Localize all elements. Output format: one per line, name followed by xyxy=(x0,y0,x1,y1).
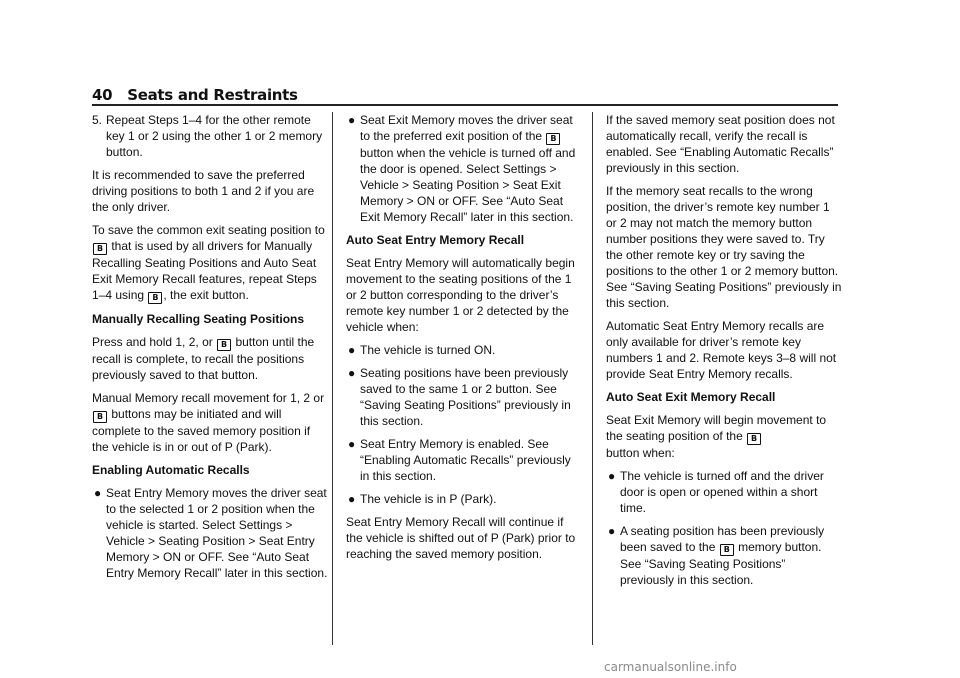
text-fragment: Seat Exit Memory will begin movement to the seating position of the xyxy=(606,413,827,443)
text-fragment: , the exit button. xyxy=(163,288,249,302)
paragraph-only-keys: Automatic Seat Entry Memory recalls are only available for driver’s remote key numbers 1 and 2. Remote keys 3–8 will not provide Seat Entry Memory recalls. xyxy=(606,319,837,381)
exit-memory-button-icon xyxy=(217,339,231,351)
column-2 xyxy=(346,112,582,569)
bullet-item xyxy=(606,468,842,516)
bullet-icon: ● xyxy=(348,366,356,380)
bullet-item xyxy=(346,112,582,225)
bullet-icon: ● xyxy=(608,524,616,538)
paragraph-auto-exit xyxy=(606,412,842,461)
bullet-text: memory button. See “Saving Seating Positions” previously in this section. xyxy=(620,540,822,587)
text-fragment: Press and hold 1, 2, or xyxy=(92,335,213,349)
bullet-icon: ● xyxy=(94,486,102,500)
paragraph-manual-memory xyxy=(92,390,328,455)
exit-memory-button-icon xyxy=(747,433,761,445)
exit-memory-button-icon xyxy=(148,292,162,304)
bullet-text: Seat Exit Memory moves the driver seat to the preferred exit position of the xyxy=(360,113,573,143)
bullet-item xyxy=(346,365,582,429)
bullet-icon: ● xyxy=(348,343,356,357)
paragraph-not-recall: If the saved memory seat position does not automatically recall, verify the recall is enabled. See “Enabling Automatic Recalls” previously in this section. xyxy=(606,113,835,175)
bullet-item xyxy=(92,485,328,581)
bullet-text: Seat Entry Memory is enabled. See “Enabling Automatic Recalls” previously in this section. xyxy=(360,437,571,483)
column-1 xyxy=(92,112,328,588)
bullet-text: button when the vehicle is turned off and the door is opened. Select Settings > Vehicle > Seating Position > Seat Exit Memory > ON or OFF. See “Auto Seat Exit Memory Recall” later in this section. xyxy=(360,146,576,224)
exit-memory-button-icon xyxy=(93,243,107,255)
heading-enabling-recalls: Enabling Automatic Recalls xyxy=(92,463,250,477)
step-number: 5. xyxy=(92,113,103,127)
paragraph-recommended: It is recommended to save the preferred driving positions to both 1 and 2 if you are the only driver. xyxy=(92,168,315,214)
bullet-icon: ● xyxy=(348,437,356,451)
heading-auto-exit: Auto Seat Exit Memory Recall xyxy=(606,390,776,404)
exit-memory-button-icon xyxy=(93,411,107,423)
text-fragment: To save the common exit seating position to xyxy=(92,223,325,237)
bullet-icon: ● xyxy=(348,113,356,127)
section-title: Seats and Restraints xyxy=(127,86,298,104)
text-fragment: button until the recall is complete, to recall the positions previously saved to that button. xyxy=(92,335,315,382)
bullet-text: Seat Entry Memory moves the driver seat to the selected 1 or 2 position when the vehicle is started. Select Settings > Vehicle > Seating Position > Seat Entry Memory > ON or OFF. See “Auto Seat Entry Memory Recall” later in this section. xyxy=(106,486,328,580)
bullet-icon: ● xyxy=(608,469,616,483)
bullet-text: The vehicle is turned ON. xyxy=(360,343,496,357)
heading-auto-entry: Auto Seat Entry Memory Recall xyxy=(346,233,525,247)
paragraph-auto-entry: Seat Entry Memory will automatically begin movement to the seating positions of the 1 or 2 button corresponding to the driver’s remote key number 1 or 2 detected by the vehicle when: xyxy=(346,256,575,334)
text-fragment: that is used by all drivers for Manually Recalling Seating Positions and Auto Seat Exit Memory Recall features, repeat Steps 1–4 using xyxy=(92,239,317,302)
column-divider xyxy=(332,112,333,645)
column-divider xyxy=(592,112,593,645)
bullet-item xyxy=(346,436,582,484)
text-fragment: Manual Memory recall movement for 1, 2 or xyxy=(92,391,325,405)
heading-manual-recall: Manually Recalling Seating Positions xyxy=(92,312,305,326)
bullet-text: The vehicle is in P (Park). xyxy=(360,492,497,506)
exit-memory-button-icon xyxy=(546,133,560,145)
paragraph-press-hold xyxy=(92,334,328,383)
bullet-item xyxy=(606,523,842,588)
exit-memory-button-icon xyxy=(720,544,734,556)
watermark: carmanualsonline.info xyxy=(604,660,737,674)
paragraph-exit-save xyxy=(92,222,328,304)
paragraph-wrong-position: If the memory seat recalls to the wrong position, the driver’s remote key number 1 or 2 may not match the memory button number positions they were saved to. Try the other remote key or try saving the positions to the other 1 or 2 memory button. See “Saving Seating Positions” previously in this section. xyxy=(606,184,842,310)
bullet-item xyxy=(346,491,582,507)
page-number: 40 xyxy=(92,86,113,104)
bullet-text: A seating position has been previously been saved to the xyxy=(620,524,825,554)
header-rule xyxy=(92,104,838,106)
bullet-text: The vehicle is turned off and the driver door is open or opened within a short time. xyxy=(620,469,824,515)
step-text: Repeat Steps 1–4 for the other remote key 1 or 2 using the other 1 or 2 memory button. xyxy=(106,113,323,159)
bullet-item xyxy=(346,342,582,358)
text-fragment: button when: xyxy=(606,446,675,460)
numbered-step-5 xyxy=(92,112,328,160)
column-3 xyxy=(606,112,842,595)
paragraph-continue: Seat Entry Memory Recall will continue if the vehicle is shifted out of P (Park) prior to reaching the saved memory position. xyxy=(346,515,576,561)
text-fragment: buttons may be initiated and will complete to the saved memory position if the vehicle is in or out of P (Park). xyxy=(92,407,311,454)
bullet-icon: ● xyxy=(348,492,356,506)
bullet-text: Seating positions have been previously saved to the same 1 or 2 button. See “Saving Seating Positions” previously in this section. xyxy=(360,366,571,428)
page-header xyxy=(92,86,298,104)
